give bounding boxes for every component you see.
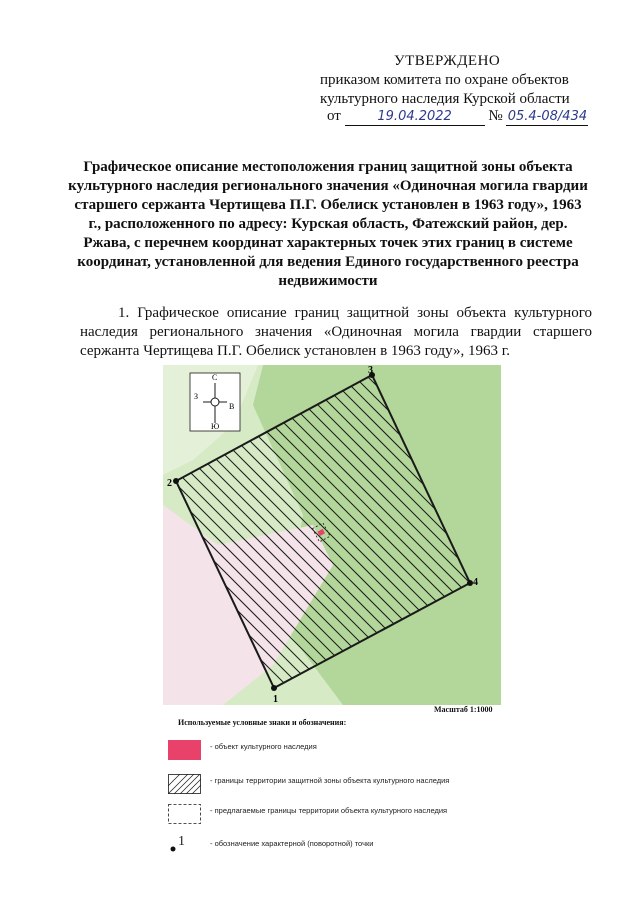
boundary-map: [163, 365, 501, 705]
compass-south: Ю: [211, 422, 220, 431]
legend-point-label: 1: [178, 834, 185, 849]
number-underline: [506, 108, 588, 126]
dashed-symbol: [168, 804, 201, 824]
approval-block: [320, 52, 620, 109]
map-scale: Масштаб 1:1000: [434, 705, 493, 714]
compass-north: С: [212, 373, 218, 382]
document-title: Графическое описание местоположения границ защитной зоны объекта культурного наследия регионального значения «Одиночная могила гвардии старшего сержанта Чертищева П.Г. Обелиск установлен в 1963 году», 1963 г., расположенного по адресу: Курская область, Фатежский район, дер. Ржава, с перечнем координат характерных точек этих границ в системе координат, установленной для ведения Единого государственного реестра недвижимости: [68, 159, 588, 289]
order-number: 05.4-08/434: [507, 109, 588, 124]
point-marker-1: [271, 685, 277, 691]
order-line: [327, 108, 588, 126]
legend-text-territory: - предлагаемые границы территории объекта культурного наследия: [210, 806, 448, 815]
compass-rose: [190, 373, 240, 431]
compass-east: В: [229, 402, 235, 411]
date-underline: [345, 108, 485, 126]
approval-heading: УТВЕРЖДЕНО: [394, 53, 501, 69]
point-label-1: 1: [273, 694, 278, 705]
legend-text-point: - обозначение характерной (поворотной) точки: [210, 839, 374, 848]
approval-line-2: культурного наследия Курской области: [320, 91, 570, 107]
point-marker-2: [173, 478, 179, 484]
compass-west: З: [194, 392, 199, 401]
point-label-4: 4: [473, 577, 478, 588]
legend-title: Используемые условные знаки и обозначения:: [178, 718, 347, 727]
section-paragraph: 1. Графическое описание границ защитной зоны объекта культурного наследия регионального значения «Одиночная могила гвардии старшего сержанта Чертищева П.Г. Обелиск установлен в 1963 году», 1963 г.: [80, 305, 592, 359]
hatch-symbol: [168, 774, 201, 794]
legend-text-object: - объект культурного наследия: [210, 742, 317, 751]
number-label: №: [488, 108, 503, 124]
object-symbol: [168, 740, 201, 760]
order-date: 19.04.2022: [377, 109, 452, 124]
legend-text-zone: - границы территории защитной зоны объекта культурного наследия: [210, 776, 450, 785]
point-label-2: 2: [167, 478, 172, 489]
approval-line-1: приказом комитета по охране объектов: [320, 72, 569, 88]
point-label-3: 3: [368, 365, 373, 376]
date-label: от: [327, 108, 341, 124]
